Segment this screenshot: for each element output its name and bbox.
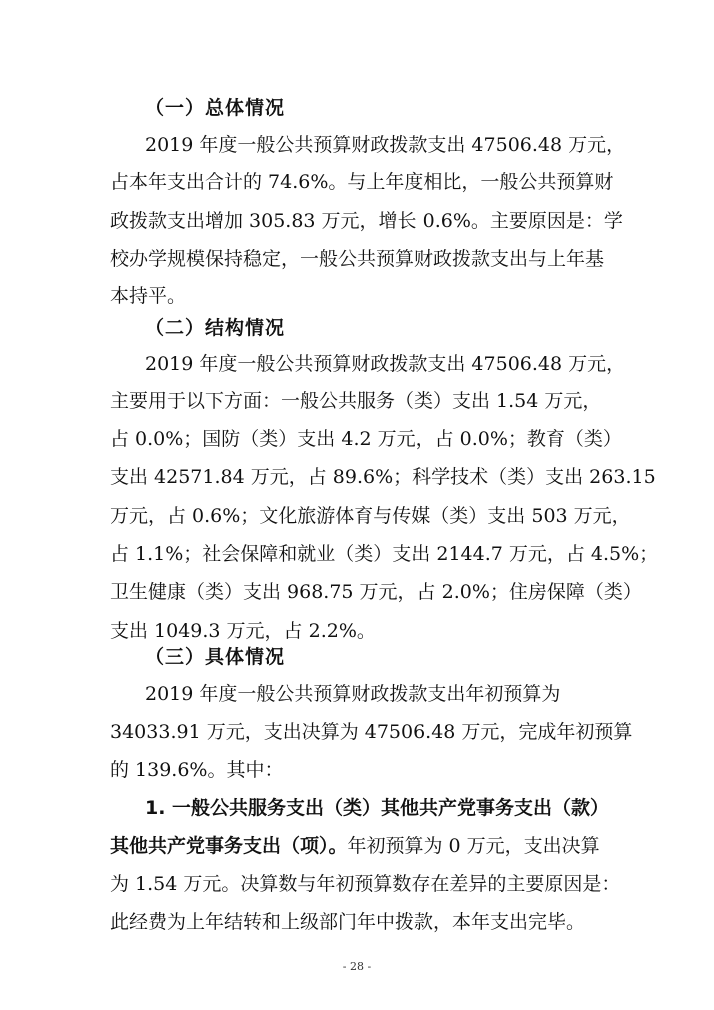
paragraph-line: 2019 年度一般公共预算财政拨款支出 47506.48 万元， — [145, 134, 626, 156]
paragraph-line: 卫生健康（类）支出 968.75 万元，占 2.0%；住房保障（类） — [110, 581, 642, 603]
paragraph-line: 支出 42571.84 万元，占 89.6%；科学技术（类）支出 263.15 — [110, 466, 656, 488]
paragraph-line: 政拨款支出增加 305.83 万元，增长 0.6%。主要原因是：学 — [110, 210, 623, 232]
paragraph-line: 此经费为上年结转和上级部门年中拨款，本年支出完毕。 — [110, 911, 586, 933]
section-heading-details: （三）具体情况 — [145, 646, 286, 668]
item-heading-continuation: 其他共产党事务支出（项）。 — [110, 835, 348, 857]
paragraph-line: 校办学规模保持稳定，一般公共预算财政拨款支出与上年基 — [110, 248, 605, 270]
item-text: 年初预算为 0 万元，支出决算 — [347, 835, 600, 857]
paragraph-line: 支出 1049.3 万元，占 2.2%。 — [110, 620, 376, 642]
section-heading-structure: （二）结构情况 — [145, 317, 286, 339]
paragraph-line: 主要用于以下方面：一般公共服务（类）支出 1.54 万元， — [110, 390, 602, 412]
paragraph-line: 34033.91 万元，支出决算为 47506.48 万元，完成年初预算 — [110, 721, 633, 743]
paragraph-line: 为 1.54 万元。决算数与年初预算数存在差异的主要原因是： — [110, 873, 621, 895]
paragraph-line: 2019 年度一般公共预算财政拨款支出年初预算为 — [145, 683, 561, 705]
paragraph-line: 占 0.0%；国防（类）支出 4.2 万元，占 0.0%；教育（类） — [110, 428, 622, 450]
paragraph-line: 万元，占 0.6%；文化旅游体育与传媒（类）支出 503 万元， — [110, 505, 631, 527]
item-heading-line: 1. 一般公共服务支出（类）其他共产党事务支出（款） — [145, 797, 610, 819]
paragraph-line: 的 139.6%。其中： — [110, 759, 284, 781]
paragraph-line: 本持平。 — [110, 285, 187, 307]
paragraph-line: 2019 年度一般公共预算财政拨款支出 47506.48 万元， — [145, 353, 626, 375]
section-heading-overall: （一）总体情况 — [145, 97, 286, 119]
paragraph-line: 占 1.1%；社会保障和就业（类）支出 2144.7 万元，占 4.5%； — [110, 543, 659, 565]
paragraph-line: 占本年支出合计的 74.6%。与上年度相比，一般公共预算财 — [110, 171, 614, 193]
page-number: - 28 - — [342, 960, 372, 973]
item-line — [110, 837, 600, 856]
